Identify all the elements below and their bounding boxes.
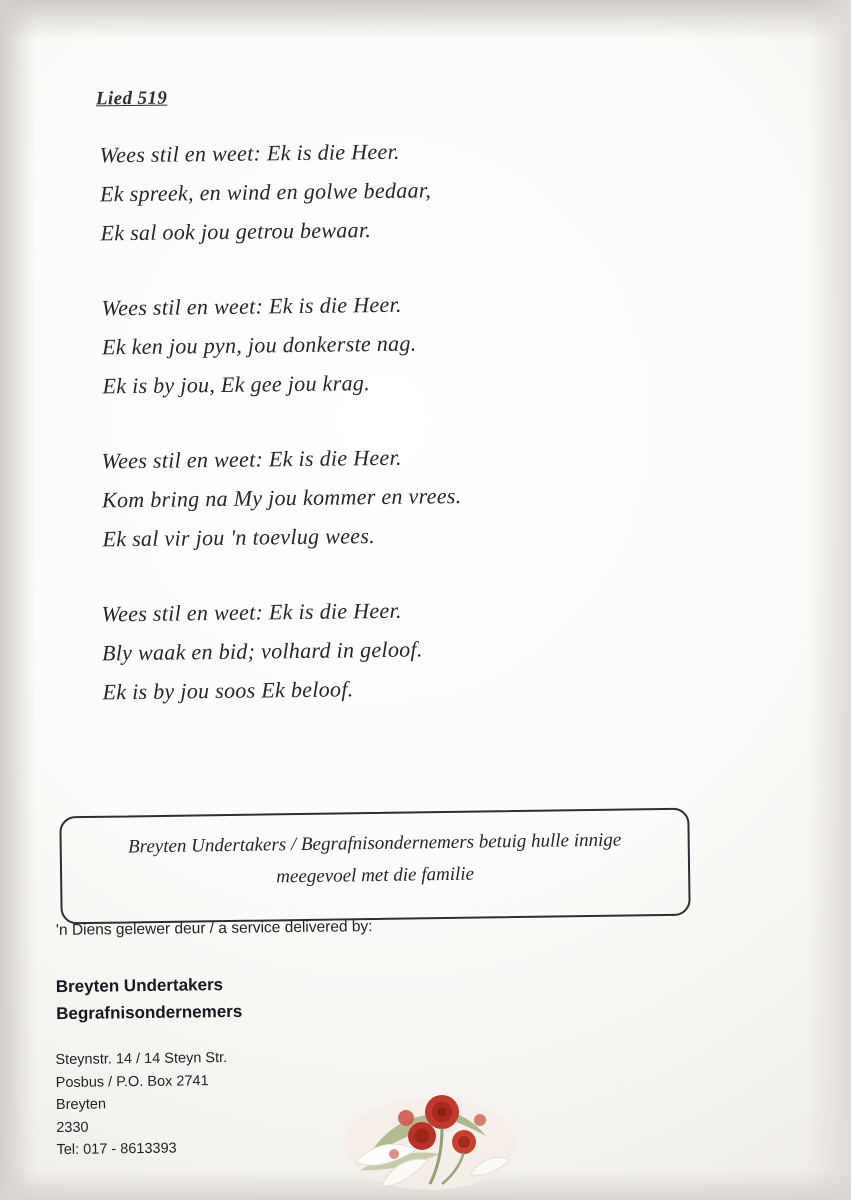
verse-line: Wees stil en weet: Ek is die Heer. [101,597,402,627]
address-postal-code: 2330 [56,1119,89,1136]
verse-line: Ek ken jou pyn, jou donkerste nag. [101,330,417,360]
service-delivered-by-label: 'n Diens gelewer deur / a service delivered by: [55,918,373,939]
condolence-line-1: Breyten Undertakers / Begrafnisondernemers betuig hulle innige [127,829,622,858]
address-postal: Posbus / P.O. Box 2741 [55,1072,209,1091]
company-address [55,1047,228,1162]
condolence-text [61,824,688,897]
verse-line: Kom bring na My jou kommer en vrees. [101,483,462,513]
page-edge-shadow-top [0,0,851,40]
flower-bouquet-icon [330,1058,530,1200]
verse [101,588,660,712]
verse-line: Wees stil en weet: Ek is die Heer. [99,138,400,168]
address-town: Breyten [55,1096,107,1114]
hymn-verses [100,132,660,744]
verse [99,129,660,253]
verse-line: Ek spreek, en wind en golwe bedaar, [99,177,432,207]
verse-line: Wees stil en weet: Ek is die Heer. [101,444,402,474]
page-edge-shadow-left [0,0,36,1200]
page-edge-shadow-right [807,0,851,1200]
verse-line: Ek is by jou soos Ek beloof. [102,676,354,705]
company-name-line-1: Breyten Undertakers [55,975,224,997]
verse [101,435,660,559]
condolence-box [59,808,690,925]
hymn-title: Lied 519 [95,87,168,110]
condolence-line-2: meegevoel met die familie [276,863,475,888]
company-name-line-2: Begrafnisondernemers [56,1001,243,1024]
verse-line: Wees stil en weet: Ek is die Heer. [101,291,402,321]
verse-line: Ek sal ook jou getrou bewaar. [100,217,372,246]
company-name [56,971,243,1027]
address-street: Steynstr. 14 / 14 Steyn Str. [55,1049,228,1069]
address-telephone: Tel: 017 - 8613393 [56,1140,177,1159]
verse-line: Bly waak en bid; volhard in geloof. [101,636,423,666]
verse [101,282,660,406]
verse-line: Ek sal vir jou 'n toevlug wees. [102,523,376,552]
verse-line: Ek is by jou, Ek gee jou krag. [102,370,371,399]
